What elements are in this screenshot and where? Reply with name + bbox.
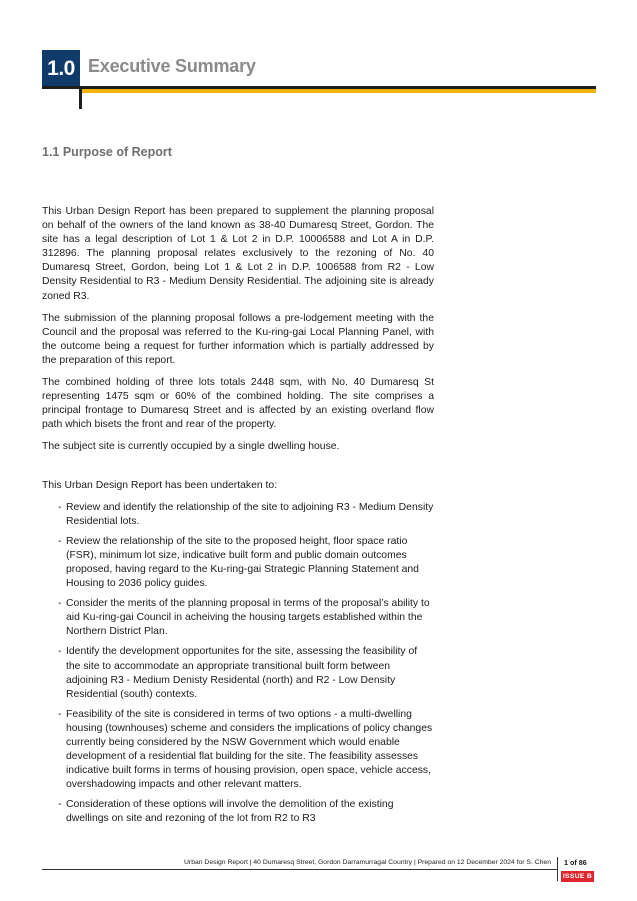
issue-badge	[561, 871, 594, 882]
list-item	[42, 645, 434, 701]
header-rule-accent	[82, 89, 596, 93]
footer-separator	[557, 857, 558, 881]
list-intro: This Urban Design Report has been undertaken to:	[42, 479, 278, 491]
page-number: 1 of 86	[564, 858, 587, 867]
paragraph: This Urban Design Report has been prepared to supplement the planning proposal on behalf of the owners of the land known as 38-40 Dumaresq Street, Gordon. The site has a legal description of Lot 1 & Lot 2 in D.P. 10006588 and Lot A in D.P. 312896. The planning proposal relates exclusively to the rezoning of No. 40 Dumaresq Street, Gordon, being Lot 1 & Lot 2 in D.P. 1006588 from R2 - Low Density Residential to R3 - Medium Density Residential. The adjoining site is already zoned R3.	[42, 206, 434, 302]
list-item-text: Consider the merits of the planning proposal in terms of the proposal’s ability to aid Ku-ring-gai Council in acheiving the housing targets established within the Northern District Plan.	[66, 598, 430, 638]
bullet-dash: -	[58, 598, 62, 610]
bullet-dash: -	[58, 646, 62, 658]
list-item	[42, 597, 434, 639]
header-vertical-bar	[79, 86, 82, 109]
list-item-text: Review and identify the relationship of the site to adjoining R3 - Medium Density Residential lots.	[66, 501, 434, 527]
list-item-text: Consideration of these options will involve the demolition of the existing dwellings on site and rezoning of the lot from R2 to R3	[66, 799, 394, 825]
list-item-text: Identify the development opportunites for the site, assessing the feasibility of the site to accommodate an appropriate transitional built form between adjoining R3 - Medium Denisty Residental (north) and R2 - Low Density Residential (south) contexts.	[66, 646, 418, 700]
chapter-number-box	[42, 50, 80, 87]
body-text	[42, 205, 434, 833]
list-item	[42, 535, 434, 591]
footer-rule	[42, 869, 558, 870]
bullet-list	[42, 501, 434, 827]
issue-label: ISSUE B	[562, 873, 593, 880]
bullet-dash: -	[58, 799, 62, 811]
list-item	[42, 501, 434, 529]
bullet-dash: -	[58, 501, 62, 513]
paragraph: The combined holding of three lots totals 2448 sqm, with No. 40 Dumaresq St representing 1475 sqm or 60% of the combined holding. The site comprises a principal frontage to Dumaresq Street and is affected by an existing overland flow path which bisets the front and rear of the property.	[42, 377, 434, 431]
list-item	[42, 708, 434, 793]
section-heading: 1.1 Purpose of Report	[42, 145, 172, 159]
paragraph: The submission of the planning proposal follows a pre-lodgement meeting with the Council and the proposal was referred to the Ku-ring-gai Local Planning Panel, with the outcome being a request for further information which is partially addressed by the preparation of this report.	[42, 312, 434, 366]
paragraph: The subject site is currently occupied by a single dwelling house.	[42, 441, 340, 453]
list-item-text: Review the relationship of the site to the proposed height, floor space ratio (FSR), minimum lot size, indicative built form and public domain outcomes proposed, having regard to the Ku-ring-gai Strategic Planning Statement and Housing to 2036 policy guides.	[66, 535, 419, 590]
list-item	[42, 798, 434, 826]
chapter-title: Executive Summary	[88, 56, 256, 76]
bullet-dash: -	[58, 708, 62, 720]
footer-text: Urban Design Report | 40 Dumaresq Street, Gordon Darramurragal Country | Prepared on 12 December 2024 for S. Chen	[184, 859, 551, 866]
chapter-number: 1.0	[47, 56, 75, 80]
bullet-dash: -	[58, 535, 62, 547]
list-item-text: Feasibility of the site is considered in terms of two options - a multi-dwelling housing (townhouses) scheme and considers the implications of policy changes currently being considered by the NSW Government which would enable development of a residential flat building for the site. The feasibility assesses indicative built forms in terms of housing provision, open space, vehicle access, overshadowing impacts and other relevant matters.	[66, 708, 433, 791]
